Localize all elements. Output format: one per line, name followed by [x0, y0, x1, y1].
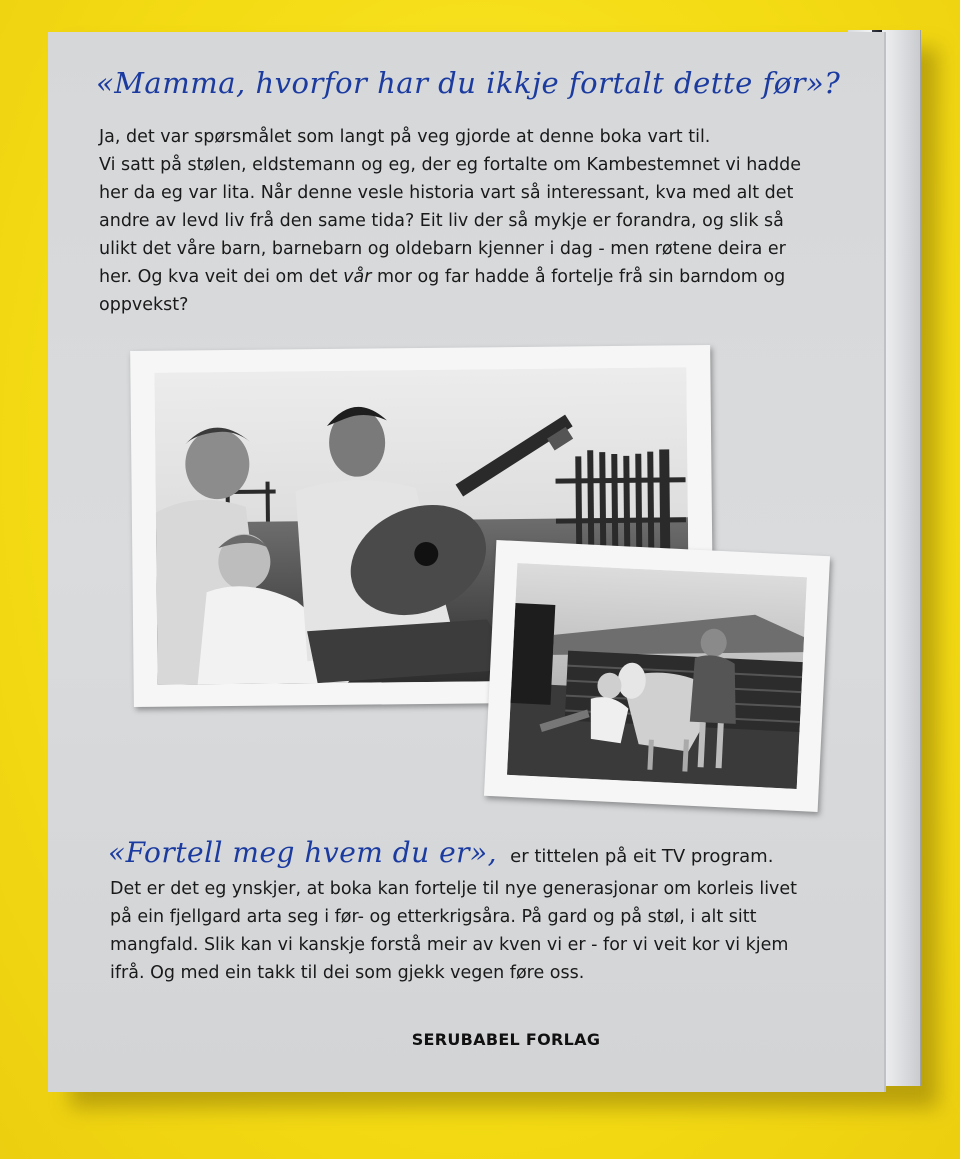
second-headline: [108, 836, 773, 869]
outro-line: på ein fjellgard arta seg i før- og etterkrigsåra. På gard og på støl, i alt sitt: [110, 907, 757, 927]
outro-paragraph: [110, 875, 850, 987]
intro-line: Vi satt på stølen, eldstemann og eg, der eg fortalte om Kambestemnet vi hadde: [99, 155, 801, 175]
emphasis-text: vår: [343, 267, 372, 287]
outro-line: ifrå. Og med ein takk til dei som gjekk vegen føre oss.: [110, 963, 585, 983]
intro-line: ulikt det våre barn, barnebarn og oldebarn kjenner i dag - men røtene deira er: [99, 239, 786, 259]
intro-line: Ja, det var spørsmålet som langt på veg gjorde at denne boka vart til.: [99, 127, 711, 147]
intro-line: andre av levd liv frå den same tida? Eit liv der så mykje er forandra, og slik så: [99, 211, 784, 231]
intro-line: oppvekst?: [99, 295, 189, 315]
outro-line: mangfald. Slik kan vi kanskje forstå meir av kven vi er - for vi veit kor vi kjem: [110, 935, 789, 955]
children-calf-image: [507, 563, 807, 789]
intro-line: [99, 263, 839, 291]
cover-headline: «Mamma, hvorfor har du ikkje fortalt dette før»?: [96, 66, 841, 100]
children-calf-photo: [484, 540, 830, 812]
intro-line-text: her. Og kva veit dei om det: [99, 267, 344, 287]
outro-line: Det er det eg ynskjer, at boka kan fortelje til nye generasjonar om korleis livet: [110, 879, 798, 899]
publisher-name: SERUBABEL FORLAG: [411, 1030, 601, 1049]
intro-line: her da eg var lita. Når denne vesle historia vart så interessant, kva med alt det: [99, 183, 794, 203]
second-headline-text: er tittelen på eit TV program.: [510, 846, 774, 867]
second-headline-script: «Fortell meg hvem du er»,: [108, 836, 498, 869]
intro-paragraph: [99, 123, 839, 319]
intro-line-text: mor og far hadde å fortelje frå sin barndom og: [371, 267, 786, 287]
